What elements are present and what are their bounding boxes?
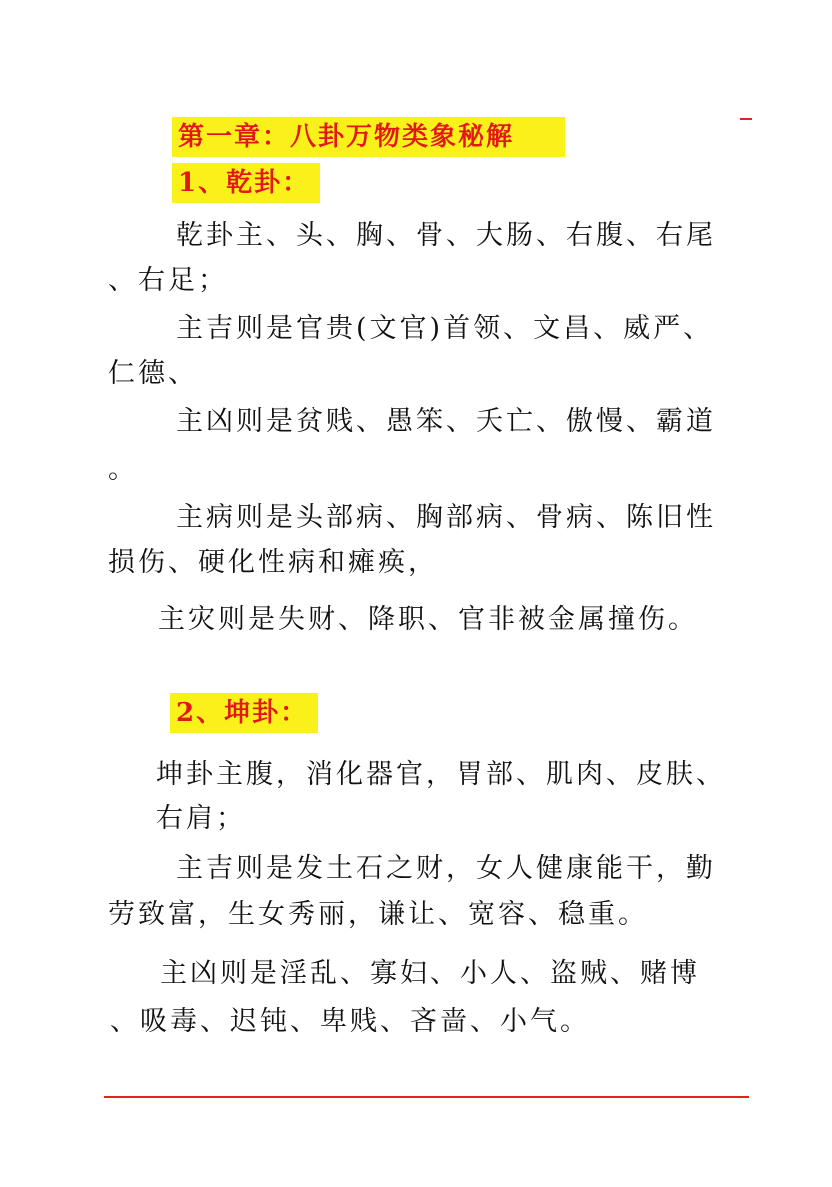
- body-line: 。: [108, 454, 138, 485]
- body-line: 主病则是头部病、胸部病、骨病、陈旧性: [176, 502, 716, 533]
- section-heading-kun: 2、坤卦：: [170, 693, 318, 733]
- bottom-divider: [104, 1096, 749, 1098]
- chapter-title: 第一章：八卦万物类象秘解: [172, 117, 565, 157]
- corner-mark: [740, 118, 752, 120]
- body-line: 坤卦主腹，消化器官，胃部、肌肉、皮肤、: [156, 759, 726, 790]
- body-line: 仁德、: [108, 358, 198, 389]
- body-line: 损伤、硬化性病和瘫痪，: [108, 547, 438, 578]
- body-line: 劳致富，生女秀丽，谦让、宽容、稳重。: [108, 899, 648, 930]
- body-line: 主凶则是淫乱、寡妇、小人、盗贼、赌博: [160, 958, 700, 989]
- body-line: 主吉则是发土石之财，女人健康能干，勤: [176, 853, 716, 884]
- body-line: 、吸毒、迟钝、卑贱、吝啬、小气。: [110, 1006, 590, 1037]
- section-heading-qian: 1、乾卦：: [172, 163, 320, 203]
- body-line: 主吉则是官贵(文官)首领、文昌、威严、: [176, 313, 714, 344]
- body-line: 右肩；: [156, 803, 246, 834]
- body-line: 乾卦主、头、胸、骨、大肠、右腹、右尾: [176, 220, 716, 251]
- body-line: 、右足；: [108, 265, 228, 296]
- body-line: 主灾则是失财、降职、官非被金属撞伤。: [158, 604, 698, 635]
- body-line: 主凶则是贫贱、愚笨、夭亡、傲慢、霸道: [176, 406, 716, 437]
